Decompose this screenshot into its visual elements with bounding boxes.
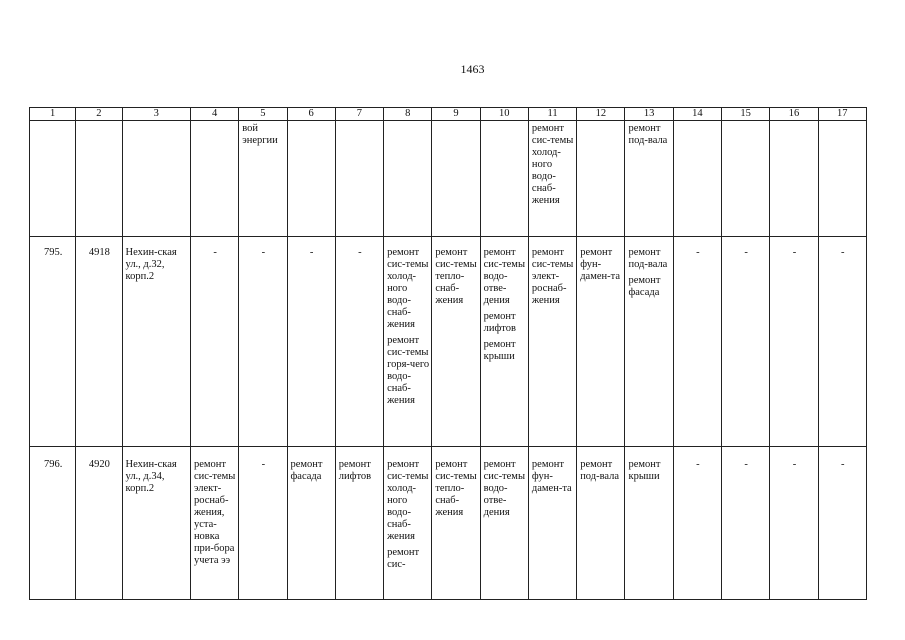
table-row (30, 237, 867, 447)
cell-dash: - (818, 447, 866, 600)
work-item: ремонт сис-темы водо-отве-дения (483, 247, 526, 306)
column-number: 4 (190, 108, 238, 121)
cell-empty (335, 121, 383, 237)
continuation-row (30, 121, 867, 237)
work-item: ремонт сис-темы горя-чего водо-снаб-жения (387, 335, 430, 406)
work-item: ремонт сис-темы водо-отве-дения (483, 459, 526, 518)
work-item: ремонт сис-темы холод-ного водо-снаб-жения (387, 459, 429, 542)
cell-empty (577, 121, 625, 237)
cell-col8 (384, 237, 432, 447)
cell-dash: - (770, 237, 818, 447)
row-number: 795. (30, 237, 76, 447)
cell-empty (673, 121, 721, 237)
work-item: ремонт лифтов (483, 311, 516, 334)
work-item: ремонт сис-темы элект-роснаб-жения (531, 247, 574, 306)
table-row (30, 447, 867, 600)
column-number: 11 (528, 108, 576, 121)
cell-col9 (432, 447, 480, 600)
cell-col10 (480, 447, 528, 600)
cell-dash: - (239, 237, 287, 447)
cell-empty (818, 121, 866, 237)
cell-dash: - (722, 237, 770, 447)
work-item: ремонт крыши (628, 459, 661, 482)
work-item: ремонт сис-темы элект-роснаб-жения, уста-новка при-бора учета ээ (193, 459, 236, 566)
repair-schedule-table (29, 107, 867, 600)
cell-empty (480, 121, 528, 237)
cell-dash: - (190, 237, 238, 447)
cell-col10 (480, 237, 528, 447)
cell-dash: - (818, 237, 866, 447)
page-number: 1463 (460, 62, 485, 76)
cell-col5 (239, 121, 287, 237)
cell-empty (190, 121, 238, 237)
cell-col13 (625, 121, 673, 237)
cell-dash: - (239, 447, 287, 600)
column-number: 1 (30, 108, 76, 121)
cell-col13 (625, 237, 673, 447)
work-item: ремонт под-вала (628, 123, 668, 146)
work-item: ремонт фун-дамен-та (580, 247, 620, 282)
cell-dash: - (673, 237, 721, 447)
work-item: ремонт лифтов (338, 459, 372, 482)
cell-empty (722, 121, 770, 237)
column-number: 16 (770, 108, 818, 121)
work-item: ремонт сис-темы тепло-снаб-жения (435, 459, 477, 518)
cell-col6 (287, 447, 335, 600)
column-number: 13 (625, 108, 673, 121)
cell-empty (122, 121, 190, 237)
cell-col11 (528, 447, 576, 600)
work-item: ремонт сис-темы холод-ного водо-снаб-жения (531, 123, 574, 206)
cell-dash: - (722, 447, 770, 600)
work-item: ремонт фасада (290, 459, 323, 482)
address: Нехин-ская ул., д.34, корп.2 (122, 447, 190, 600)
cell-col9 (432, 237, 480, 447)
column-number: 14 (673, 108, 721, 121)
building-id: 4920 (76, 447, 122, 600)
column-number: 8 (384, 108, 432, 121)
work-item: ремонт фун-дамен-та (531, 459, 572, 494)
cell-empty (76, 121, 122, 237)
cell-empty (770, 121, 818, 237)
cell-col8 (384, 447, 432, 600)
column-number: 17 (818, 108, 866, 121)
cell-dash: - (335, 237, 383, 447)
work-item: ремонт крыши (483, 339, 516, 362)
cell-empty (287, 121, 335, 237)
cell-col12 (577, 237, 625, 447)
cell-dash: - (287, 237, 335, 447)
column-number: 7 (335, 108, 383, 121)
cell-col4 (190, 447, 238, 600)
cell-col11 (528, 121, 576, 237)
work-item: ремонт под-вала (628, 247, 668, 270)
work-item: ремонт сис- (387, 547, 420, 570)
cell-dash: - (673, 447, 721, 600)
cell-col13 (625, 447, 673, 600)
cell-empty (432, 121, 480, 237)
column-number: 15 (722, 108, 770, 121)
column-number: 12 (577, 108, 625, 121)
cell-dash: - (770, 447, 818, 600)
work-item: вой энергии (242, 123, 278, 146)
column-number: 10 (480, 108, 528, 121)
cell-empty (30, 121, 76, 237)
cell-col11 (528, 237, 576, 447)
cell-col7 (335, 447, 383, 600)
building-id: 4918 (76, 237, 122, 447)
cell-empty (384, 121, 432, 237)
work-item: ремонт сис-темы холод-ного водо-снаб-жения (387, 247, 429, 330)
row-number: 796. (30, 447, 76, 600)
work-item: ремонт сис-темы тепло-снаб-жения (435, 247, 477, 306)
address: Нехин-ская ул., д.32, корп.2 (122, 237, 190, 447)
column-number: 9 (432, 108, 480, 121)
column-number: 3 (122, 108, 190, 121)
cell-col12 (577, 447, 625, 600)
column-number: 5 (239, 108, 287, 121)
column-number: 2 (76, 108, 122, 121)
work-item: ремонт под-вала (580, 459, 620, 482)
column-number: 6 (287, 108, 335, 121)
work-item: ремонт фасада (628, 275, 661, 298)
column-number-row (30, 108, 867, 121)
